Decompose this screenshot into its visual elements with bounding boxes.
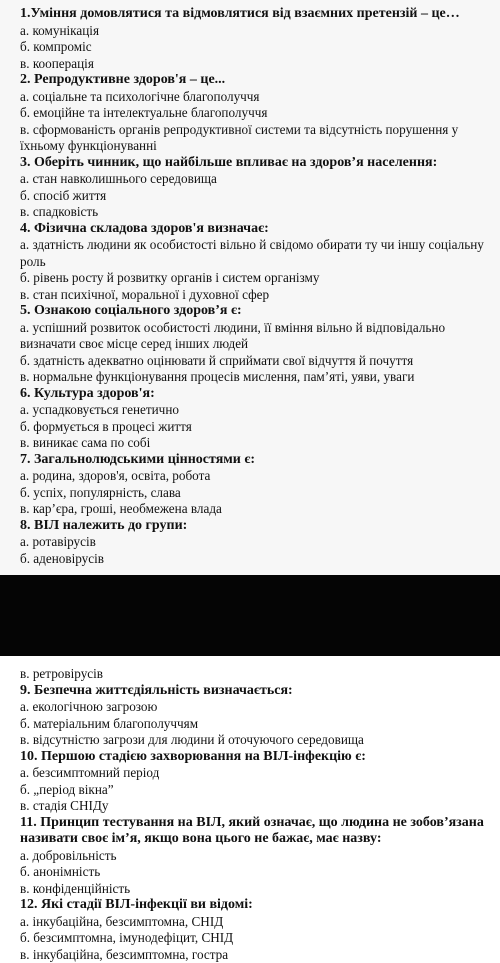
answer-option: в. кооперація bbox=[20, 56, 492, 73]
question-block bbox=[20, 6, 492, 72]
question-text: 2. Репродуктивне здоров'я – це... bbox=[20, 72, 492, 89]
answer-option: в. відсутністю загрози для людини й оточуючого середовища bbox=[20, 732, 492, 749]
question-block bbox=[20, 518, 492, 568]
answer-option: б. успіх, популярність, слава bbox=[20, 485, 492, 502]
question-block bbox=[20, 749, 492, 815]
question-text: 3. Оберіть чинник, що найбільше впливає на здоров’я населення: bbox=[20, 155, 492, 172]
answer-option: б. емоційне та інтелектуальне благополуччя bbox=[20, 105, 492, 122]
answer-option: а. успадковується генетично bbox=[20, 402, 492, 419]
answer-option: б. рівень росту й розвитку органів і систем організму bbox=[20, 270, 492, 287]
answer-option: б. анонімність bbox=[20, 864, 492, 881]
question-text: 12. Які стадії ВІЛ-інфекції ви відомі: bbox=[20, 897, 492, 914]
answer-option: б. матеріальним благополуччям bbox=[20, 716, 492, 733]
answer-option: б. компроміс bbox=[20, 39, 492, 56]
answer-option: б. формується в процесі життя bbox=[20, 419, 492, 436]
answer-option: в. сформованість органів репродуктивної системи та відсутність порушення у їхньому функціонуванні bbox=[20, 122, 492, 155]
question-text: 6. Культура здоров'я: bbox=[20, 386, 492, 403]
answer-option: в. спадковість bbox=[20, 204, 492, 221]
question-block bbox=[20, 72, 492, 155]
answer-option: а. успішний розвиток особистості людини, її вміння вільно й відповідально визначати своє місце серед інших людей bbox=[20, 320, 492, 353]
question-block bbox=[20, 683, 492, 749]
question-text: 1.Уміння домовлятися та відмовлятися від взаємних претензій – це… bbox=[20, 6, 492, 23]
answer-option: в. інкубаційна, безсимптомна, гостра bbox=[20, 947, 492, 963]
answer-option: б. аденовірусів bbox=[20, 551, 492, 568]
answer-option: а. екологічною загрозою bbox=[20, 699, 492, 716]
question-text: 5. Ознакою соціального здоров’я є: bbox=[20, 303, 492, 320]
question-text: 11. Принцип тестування на ВІЛ, який означає, що людина не зобов’язана називати своє ім’я, якщо вона цього не бажає, має назву: bbox=[20, 815, 492, 848]
scan-gap-band bbox=[0, 575, 500, 656]
question-text: 4. Фізична складова здоров'я визначає: bbox=[20, 221, 492, 238]
answer-option: в. нормальне функціонування процесів мислення, пам’яті, уяви, уваги bbox=[20, 369, 492, 386]
question-block bbox=[20, 815, 492, 898]
question-block bbox=[20, 155, 492, 221]
answer-option: а. соціальне та психологічне благополуччя bbox=[20, 89, 492, 106]
answer-option: а. інкубаційна, безсимптомна, СНІД bbox=[20, 914, 492, 931]
question-text: 10. Першою стадією захворювання на ВІЛ-інфекцію є: bbox=[20, 749, 492, 766]
question-text: 8. ВІЛ належить до групи: bbox=[20, 518, 492, 535]
answer-option: в. ретровірусів bbox=[20, 666, 492, 683]
quiz-page-bottom bbox=[0, 656, 500, 956]
answer-option: а. ротавірусів bbox=[20, 534, 492, 551]
answer-option: в. виникає сама по собі bbox=[20, 435, 492, 452]
question-block bbox=[20, 386, 492, 452]
answer-option: в. стан психічної, моральної і духовної сфер bbox=[20, 287, 492, 304]
question-text: 9. Безпечна життєдіяльність визначається: bbox=[20, 683, 492, 700]
question-text: 7. Загальнолюдськими цінностями є: bbox=[20, 452, 492, 469]
question-block bbox=[20, 303, 492, 386]
answer-option: а. здатність людини як особистості вільно й свідомо обирати ту чи іншу соціальну роль bbox=[20, 237, 492, 270]
question-block bbox=[20, 452, 492, 518]
answer-option: а. родина, здоров'я, освіта, робота bbox=[20, 468, 492, 485]
answer-option: б. спосіб життя bbox=[20, 188, 492, 205]
answer-option: б. „період вікна” bbox=[20, 782, 492, 799]
question-block bbox=[20, 897, 492, 963]
question-block bbox=[20, 666, 492, 683]
answer-option: б. здатність адекватно оцінювати й сприймати свої відчуття й почуття bbox=[20, 353, 492, 370]
answer-option: в. кар’єра, гроші, необмежена влада bbox=[20, 501, 492, 518]
question-block bbox=[20, 221, 492, 304]
answer-option: в. стадія СНІДу bbox=[20, 798, 492, 815]
answer-option: б. безсимптомна, імунодефіцит, СНІД bbox=[20, 930, 492, 947]
answer-option: а. безсимптомний період bbox=[20, 765, 492, 782]
answer-option: в. конфіденційність bbox=[20, 881, 492, 898]
answer-option: а. стан навколишнього середовища bbox=[20, 171, 492, 188]
answer-option: а. добровільність bbox=[20, 848, 492, 865]
answer-option: а. комунікація bbox=[20, 23, 492, 40]
